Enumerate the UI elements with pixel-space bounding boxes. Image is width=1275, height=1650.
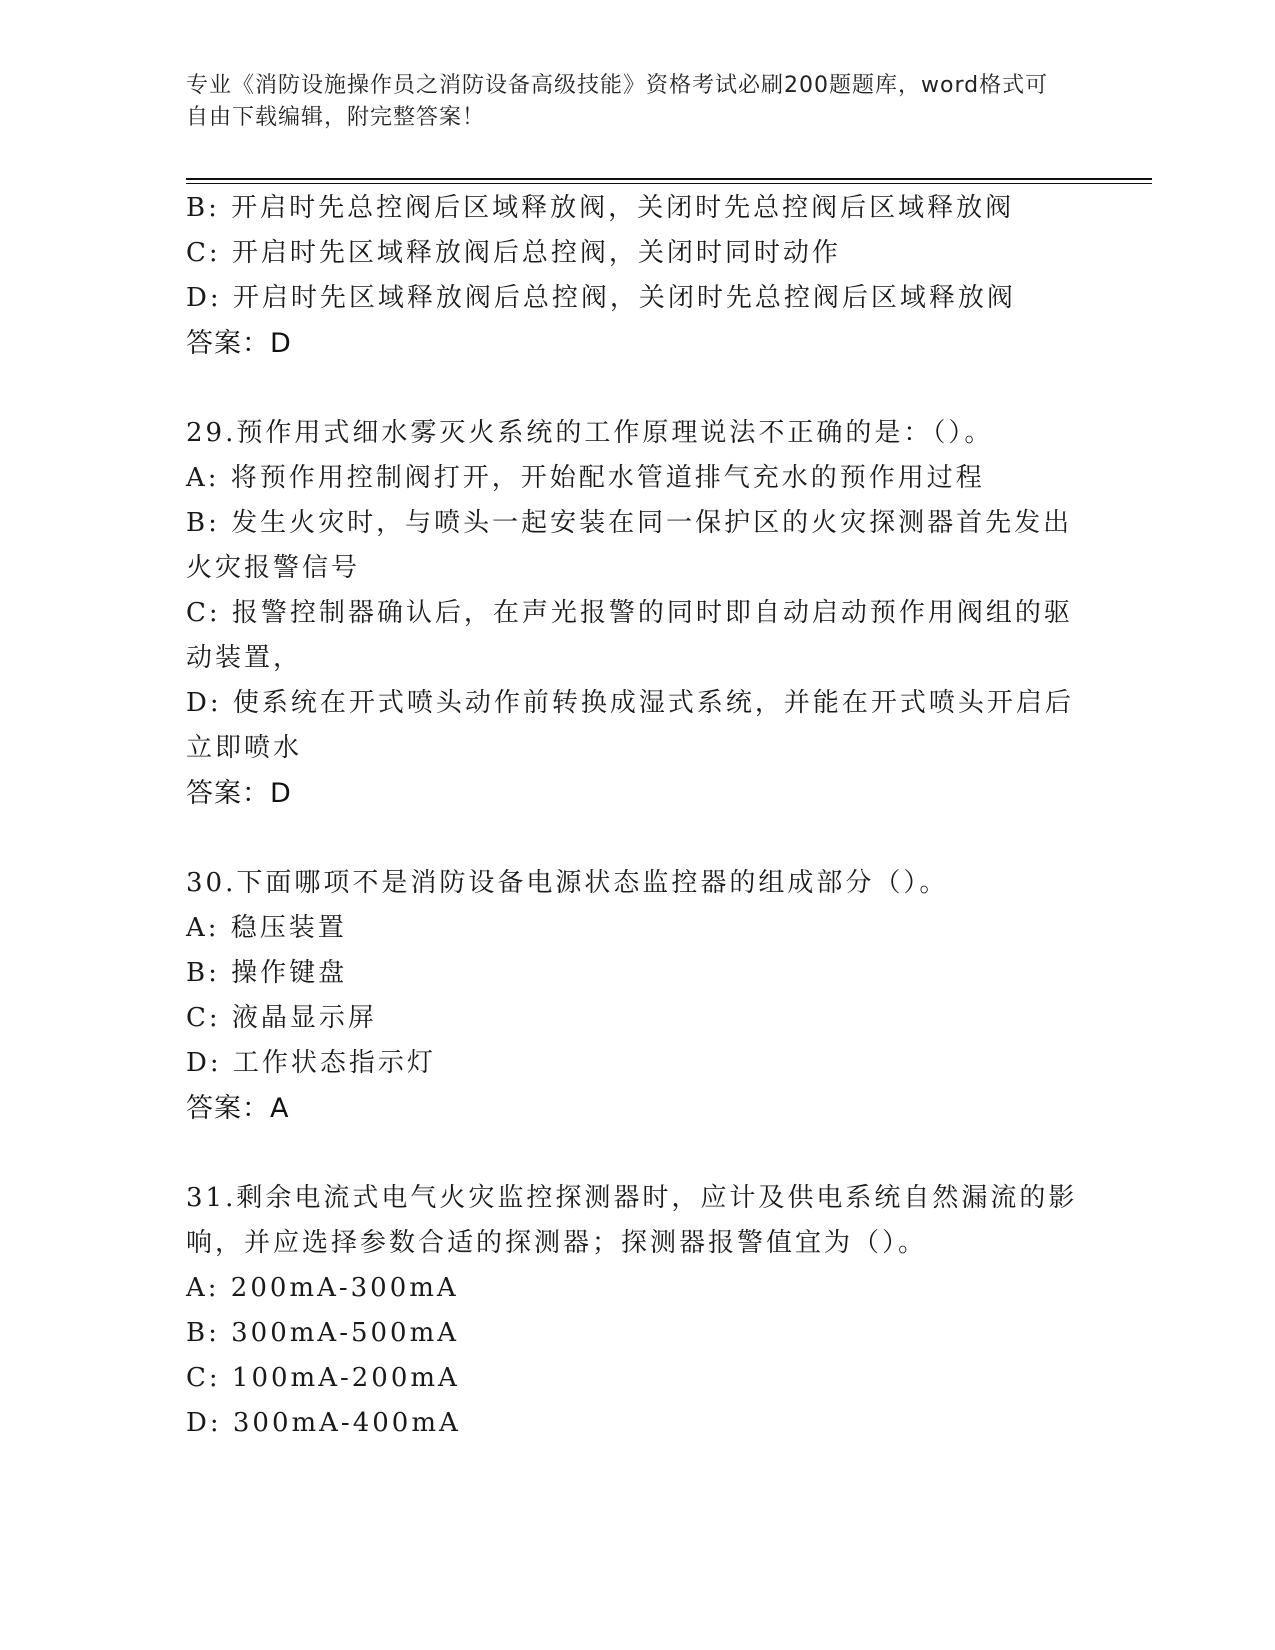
question-30 bbox=[186, 861, 1086, 1131]
answer: 答案：A bbox=[186, 1093, 290, 1124]
header-rule-bottom bbox=[186, 183, 1152, 185]
option-b: B: 开启时先总控阀后区域释放阀，关闭时先总控阀后区域释放阀 bbox=[186, 193, 1015, 223]
question-29 bbox=[186, 411, 1086, 816]
option-b: B: 300mA-500mA bbox=[186, 1318, 460, 1348]
option-c: C: 液晶显示屏 bbox=[186, 1003, 377, 1033]
question-stem: 31.剩余电流式电气火灾监控探测器时，应计及供电系统自然漏流的影响，并应选择参数合适的探测器；探测器报警值宜为（）。 bbox=[186, 1183, 1078, 1258]
option-c: C: 开启时先区域释放阀后总控阀，关闭时同时动作 bbox=[186, 238, 841, 268]
answer: 答案：D bbox=[186, 328, 292, 359]
option-c: C: 报警控制器确认后，在声光报警的同时即自动启动预作用阀组的驱动装置， bbox=[186, 598, 1073, 673]
answer: 答案：D bbox=[186, 778, 292, 809]
question-stem: 30.下面哪项不是消防设备电源状态监控器的组成部分（）。 bbox=[186, 868, 949, 898]
question-28-continuation bbox=[186, 186, 1086, 366]
option-b: B: 发生火灾时，与喷头一起安装在同一保护区的火灾探测器首先发出火灾报警信号 bbox=[186, 508, 1073, 583]
question-stem: 29.预作用式细水雾灭火系统的工作原理说法不正确的是：（）。 bbox=[186, 418, 994, 448]
option-d: D: 开启时先区域释放阀后总控阀，关闭时先总控阀后区域释放阀 bbox=[186, 283, 1016, 313]
option-d: D: 300mA-400mA bbox=[186, 1408, 461, 1438]
option-a: A: 稳压装置 bbox=[186, 913, 347, 943]
option-d: D: 使系统在开式喷头动作前转换成湿式系统，并能在开式喷头开启后立即喷水 bbox=[186, 688, 1074, 763]
option-b: B: 操作键盘 bbox=[186, 958, 348, 988]
option-a: A: 将预作用控制阀打开，开始配水管道排气充水的预作用过程 bbox=[186, 463, 985, 493]
option-d: D: 工作状态指示灯 bbox=[186, 1048, 436, 1078]
option-c: C: 100mA-200mA bbox=[186, 1363, 460, 1393]
header-rule-top bbox=[186, 178, 1152, 180]
question-31 bbox=[186, 1176, 1086, 1446]
document-body bbox=[186, 186, 1086, 1446]
option-a: A: 200mA-300mA bbox=[186, 1273, 459, 1303]
document-header: 专业《消防设施操作员之消防设备高级技能》资格考试必刷200题题库，word格式可自由下载编辑，附完整答案！ bbox=[186, 73, 1049, 130]
